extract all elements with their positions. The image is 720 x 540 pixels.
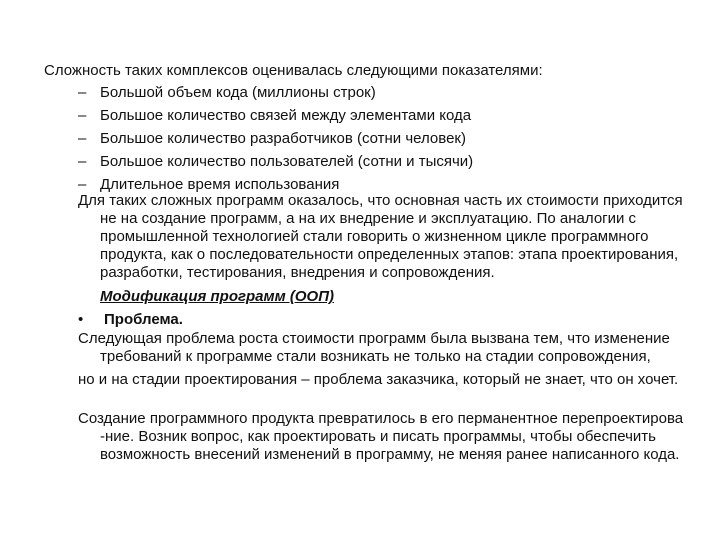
paragraph-design: но и на стадии проектирования – проблема заказчика, который не знает, что он хочет. [78, 371, 679, 388]
dash-marker: – [78, 84, 87, 101]
indicators-list [78, 84, 678, 199]
intro-text: Сложность таких комплексов оценивалась следующими показателями: [44, 62, 543, 79]
dash-marker: – [78, 153, 87, 170]
list-item-text: Большой объем кода (миллионы строк) [100, 84, 376, 101]
dash-marker: – [78, 176, 87, 193]
paragraph-reengineering: Создание программного продукта превратилось в его перманентное перепроектирова -ние. Возник вопрос, как проектировать и писать программы, чтобы обеспечить возможность внесений изменений в программу, не меняя ранее написанного кода. [78, 410, 684, 463]
list-item [78, 130, 678, 148]
list-item-text: Длительное время использования [100, 176, 340, 193]
problem-label: Проблема. [104, 311, 183, 328]
bullet-marker: • [78, 311, 84, 328]
paragraph-cost: Для таких сложных программ оказалось, что основная часть их стоимости приходится не на создание программ, а на их внедрение и эксплуатацию. По аналогии с промышленной технологией стали говорить о жизненном цикле программного продукта, как о последовательности определенных этапов: этапа проектирования, разработки, тестирования, внедрения и сопровождения. [78, 192, 683, 281]
list-item-text: Большое количество пользователей (сотни и тысячи) [100, 153, 474, 170]
list-item [78, 84, 678, 102]
dash-marker: – [78, 107, 87, 124]
section-heading: Модификация программ (ООП) [100, 288, 334, 305]
list-item-text: Большое количество разработчиков (сотни человек) [100, 130, 466, 147]
problem-bullet [78, 311, 183, 329]
list-item [78, 107, 678, 125]
paragraph-problem: Следующая проблема роста стоимости программ была вызвана тем, что изменение требований к программе стали возникать не только на стадии сопровождения, [78, 330, 670, 365]
list-item-text: Большое количество связей между элементами кода [100, 107, 472, 124]
dash-marker: – [78, 130, 87, 147]
list-item [78, 153, 678, 171]
